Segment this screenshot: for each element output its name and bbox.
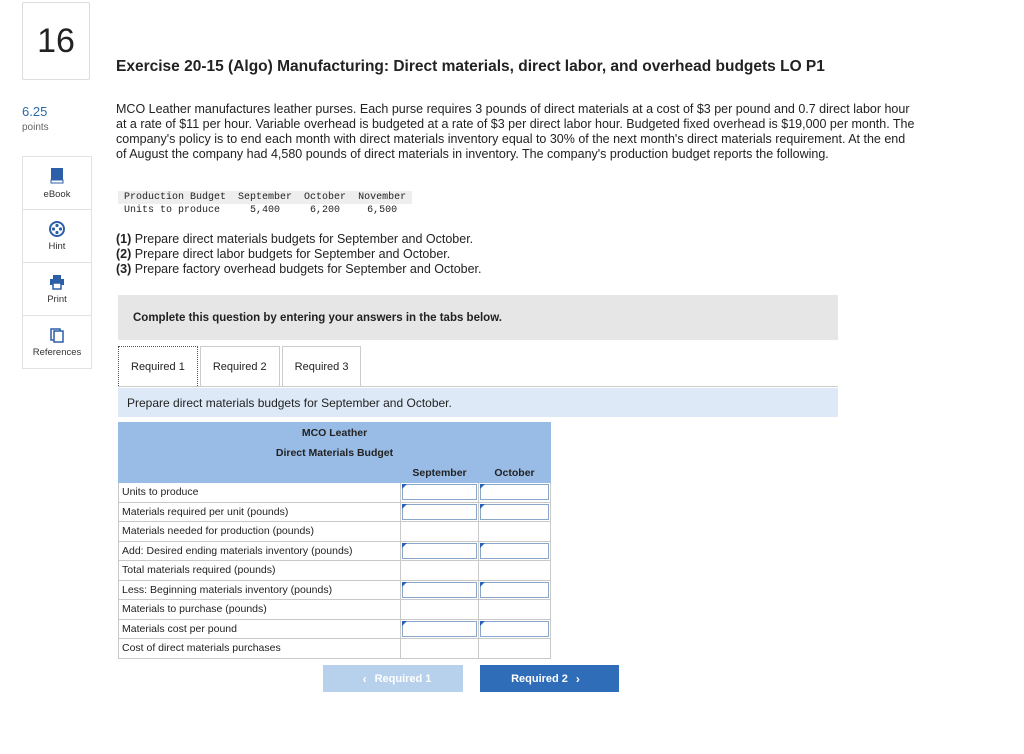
row-label: Add: Desired ending materials inventory (pounds) [119,541,401,561]
computed-cell [479,639,551,659]
prev-required-label: Required 1 [374,672,432,685]
budget-row [119,483,551,503]
hint-icon [49,221,65,237]
budget-row [119,600,551,620]
tab-divider [118,386,838,387]
budget-blank-header [119,463,401,483]
tab-required-2[interactable]: Required 2 [200,346,280,386]
input-beginning-inventory-september[interactable] [402,582,477,598]
units-october: 6,200 [310,205,341,216]
row-label: Units to produce [119,483,401,503]
direct-materials-budget [118,422,551,659]
row-label: Total materials required (pounds) [119,561,401,581]
next-required-label: Required 2 [511,672,568,685]
computed-cell [401,639,479,659]
col-november: November [352,191,412,204]
row-label: Cost of direct materials purchases [119,639,401,659]
col-header-september: September [401,463,479,483]
points-info [22,104,92,133]
input-units-october[interactable] [480,484,549,500]
printer-icon [49,274,65,290]
points-value: 6.25 [22,104,48,119]
budget-title-row [119,443,551,463]
col-header-october: October [479,463,551,483]
col-october: October [298,191,352,204]
budget-row [119,561,551,581]
production-budget-title: Production Budget [118,191,232,204]
requirements-list [116,232,482,277]
requirement-tabs [118,346,363,386]
production-budget-header [118,191,412,204]
input-units-september[interactable] [402,484,477,500]
computed-cell [479,561,551,581]
ebook-icon [49,167,65,185]
budget-row [119,541,551,561]
side-toolbar [22,156,92,369]
budget-title: Direct Materials Budget [119,443,551,463]
references-label: References [32,346,82,358]
row-label: Less: Beginning materials inventory (pounds) [119,580,401,600]
tab-instruction: Prepare direct materials budgets for September and October. [118,388,838,417]
row-label: Materials required per unit (pounds) [119,502,401,522]
points-label: points [22,122,49,133]
computed-cell [401,522,479,542]
tab-required-3[interactable]: Required 3 [282,346,362,386]
production-budget-table [118,191,412,217]
requirement-3: (3) Prepare factory overhead budgets for September and October. [116,262,482,276]
production-budget-row [118,204,412,217]
units-november: 6,500 [367,205,398,216]
question-number: 16 [22,2,90,80]
budget-column-header [119,463,551,483]
budget-company: MCO Leather [119,423,551,443]
input-cost-per-pound-september[interactable] [402,621,477,637]
print-label: Print [47,293,67,305]
units-september: 5,400 [250,205,281,216]
units-to-produce-label: Units to produce [124,205,221,216]
requirement-2: (2) Prepare direct labor budgets for September and October. [116,247,451,261]
print-button[interactable] [23,263,91,316]
budget-row [119,619,551,639]
input-ending-inventory-september[interactable] [402,543,477,559]
input-materials-per-unit-september[interactable] [402,504,477,520]
budget-row [119,502,551,522]
row-label: Materials to purchase (pounds) [119,600,401,620]
requirement-1: (1) Prepare direct materials budgets for September and October. [116,232,474,246]
ebook-button[interactable] [23,157,91,210]
next-required-button[interactable] [480,665,619,692]
input-materials-per-unit-october[interactable] [480,504,549,520]
budget-company-row [119,423,551,443]
chevron-left-icon: ‹ [362,671,367,686]
problem-statement: MCO Leather manufactures leather purses. Each purse requires 3 pounds of direct materials at a cost of $3 per pound and 0.7 direct labor hour at a rate of $11 per hour. Variable overhead is budgeted at a rate of $3 per direct labor hour. Budgeted fixed overhead is $19,000 per month. The company's policy is to end each month with direct materials inventory equal to 30% of the next month's direct materials requirement. At the end of August the company had 4,580 pounds of direct materials in inventory. The company's production budget reports the following. [116,102,915,161]
computed-cell [401,600,479,620]
budget-row [119,580,551,600]
input-beginning-inventory-october[interactable] [480,582,549,598]
ebook-label: eBook [43,188,71,200]
col-september: September [232,191,298,204]
budget-row [119,522,551,542]
hint-button[interactable] [23,210,91,263]
row-label: Materials needed for production (pounds) [119,522,401,542]
references-button[interactable] [23,316,91,368]
input-cost-per-pound-october[interactable] [480,621,549,637]
prev-required-button[interactable] [323,665,463,692]
computed-cell [401,561,479,581]
tab-required-1[interactable]: Required 1 [118,346,198,386]
hint-label: Hint [48,240,66,252]
computed-cell [479,600,551,620]
complete-prompt: Complete this question by entering your answers in the tabs below. [118,295,838,340]
input-ending-inventory-october[interactable] [480,543,549,559]
row-label: Materials cost per pound [119,619,401,639]
exercise-title: Exercise 20-15 (Algo) Manufacturing: Direct materials, direct labor, and overhead budgets LO P1 [116,58,825,75]
chevron-right-icon: › [575,671,580,686]
references-icon [49,327,65,343]
computed-cell [479,522,551,542]
budget-row [119,639,551,659]
